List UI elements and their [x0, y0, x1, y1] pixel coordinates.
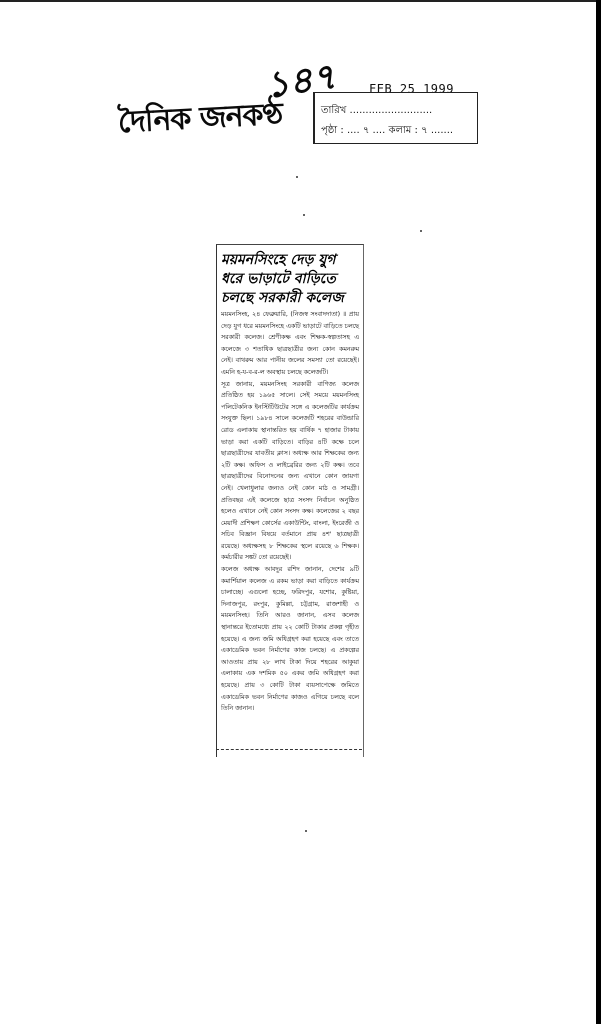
- stamp-column-label: কলাম: [388, 125, 412, 136]
- stamp-page-label: পৃষ্ঠা: [321, 125, 338, 136]
- scan-speck: [303, 214, 305, 216]
- article-headline: ময়মনসিংহে দেড় যুগ ধরে ভাড়াটে বাড়িতে চলছে সরকারী কলেজ: [221, 252, 344, 306]
- scan-top-edge: [0, 0, 601, 2]
- scan-speck: [296, 176, 298, 178]
- news-clipping: [216, 244, 364, 757]
- scan-right-edge: [596, 0, 601, 1024]
- stamp-page-row: পৃষ্ঠা : .... ৭ .... কলাম : ৭ .......: [321, 125, 454, 136]
- stamp-column-value: ৭: [421, 125, 428, 136]
- clipping-bottom-edge: [216, 749, 362, 751]
- scan-speck: [420, 230, 422, 232]
- stamp-date-label: তারিখ: [321, 105, 347, 116]
- scan-speck: [305, 830, 307, 832]
- stamp-date-row: তারিখ ..........................: [321, 105, 433, 116]
- stamp-date: FEB 25 1999: [369, 82, 454, 96]
- article-body: ময়মনসিংহ, ২৪ ফেব্রুয়ারি, (নিজস্ব সংবাদদাতা) ॥ প্রায় দেড় যুগ ধরে ময়মনসিংহে একটি ভাড়াটে বাড়িতে চলছে সরকারী কলেজ। শ্রেণীকক্ষ এবং শিক্ষক-স্বল্পতাসহ এ কলেজে ৩ শতাধিক ছাত্রছাত্রীর জন্য কোন কমনরুম নেই। বাথরুম আর পানীয় জলের সমস্যা তো রয়েছেই। এমনি হ-য-ব-র-ল অবস্থায় চলছে কলেজটি। সূত্র জানায়, ময়মনসিংহ সরকারী বাণিজ্য কলেজ প্রতিষ্ঠিত হয় ১৯৬৫ সালে। সেই সময়ে ময়মনসিংহ পলিটেকনিক ইনস্টিটিউটের সঙ্গে এ কলেজটির কার্যক্রম সংযুক্ত ছিল। ১৯৮৪ সালে কলেজটি শহরের বাউন্ডারি রোড এলাকায় স্থানান্তরিত হয় বার্ষিক ৭ হাজার টাকায় ভাড়া করা একটি বাড়িতে। বাড়ির ৪টি কক্ষে চলে ছাত্রছাত্রীদের যাবতীয় ক্লাস। অধ্যক্ষ আর শিক্ষকের জন্য ২টি কক্ষ। অফিস ও লাইব্রেরির জন্য ২টি কক্ষ। তবে ছাত্রছাত্রীদের বিনোদনের জন্য এখানে কোন জায়গা নেই। খেলাধুলার জন্যও নেই কোন মাঠ ও সামগ্রী। প্রতিবছর এই কলেজে ছাত্র সংসদ নির্বাচন অনুষ্ঠিত হলেও এখানে নেই কোন সংসদ কক্ষ। কলেজের ২ বছর মেয়াদী প্রশিক্ষণ কোর্সের একাউন্টিং, বাংলা, ইংরেজী ও সচিব বিজ্ঞান বিষয়ে বর্তমানে প্রায় ৪শ' ছাত্রছাত্রী রয়েছে। অধ্যক্ষসহ ৮ শিক্ষকের স্থলে রয়েছে ৬ শিক্ষক। কর্মচারীর সঙ্কট তো রয়েছেই। কলেজ অধ্যক্ষ আবদুর রশিদ জানান, দেশের ৯টি কমার্শিয়াল কলেজ এ রকম ভাড়া করা বাড়িতে কার্যক্রম চালাচ্ছে। এগুলো হচ্ছে, ফরিদপুর, যশোর, কুষ্টিয়া, দিনাজপুর, রংপুর, কুমিল্লা, চট্টগ্রাম, রাজশাহী ও ময়মনসিংহ। তিনি আরও জানান, এসব কলেজ স্থানান্তরে ইতোমধ্যে প্রায় ২২ কোটি টাকার প্রকল্প গৃহীত হয়েছে। এ জন্য জমি অধিগ্রহণ করা হয়েছে এবং তাতে একাডেমিক ভবন নির্মাণের কাজ চলছে। এ প্রকল্পের আওতায় প্রায় ২৮ লাখ টাকা দিয়ে শহরের আকুয়া এলাকায় এক দশমিক ৫০ একর জমি অধিগ্রহণ করা হয়েছে। প্রায় ৩ কোটি টাকা ব্যয়সাপেক্ষে জমিতে একাডেমিক ভবন নির্মাণের কাজও এগিয়ে চলছে বলে তিনি জানান।: [221, 311, 359, 713]
- stamp-page-value: ৭: [362, 125, 370, 136]
- newspaper-masthead: দৈনিক জনকণ্ঠ: [117, 96, 284, 141]
- handwritten-number: ১৪৭: [263, 55, 339, 107]
- clipping-stamp: [313, 92, 478, 144]
